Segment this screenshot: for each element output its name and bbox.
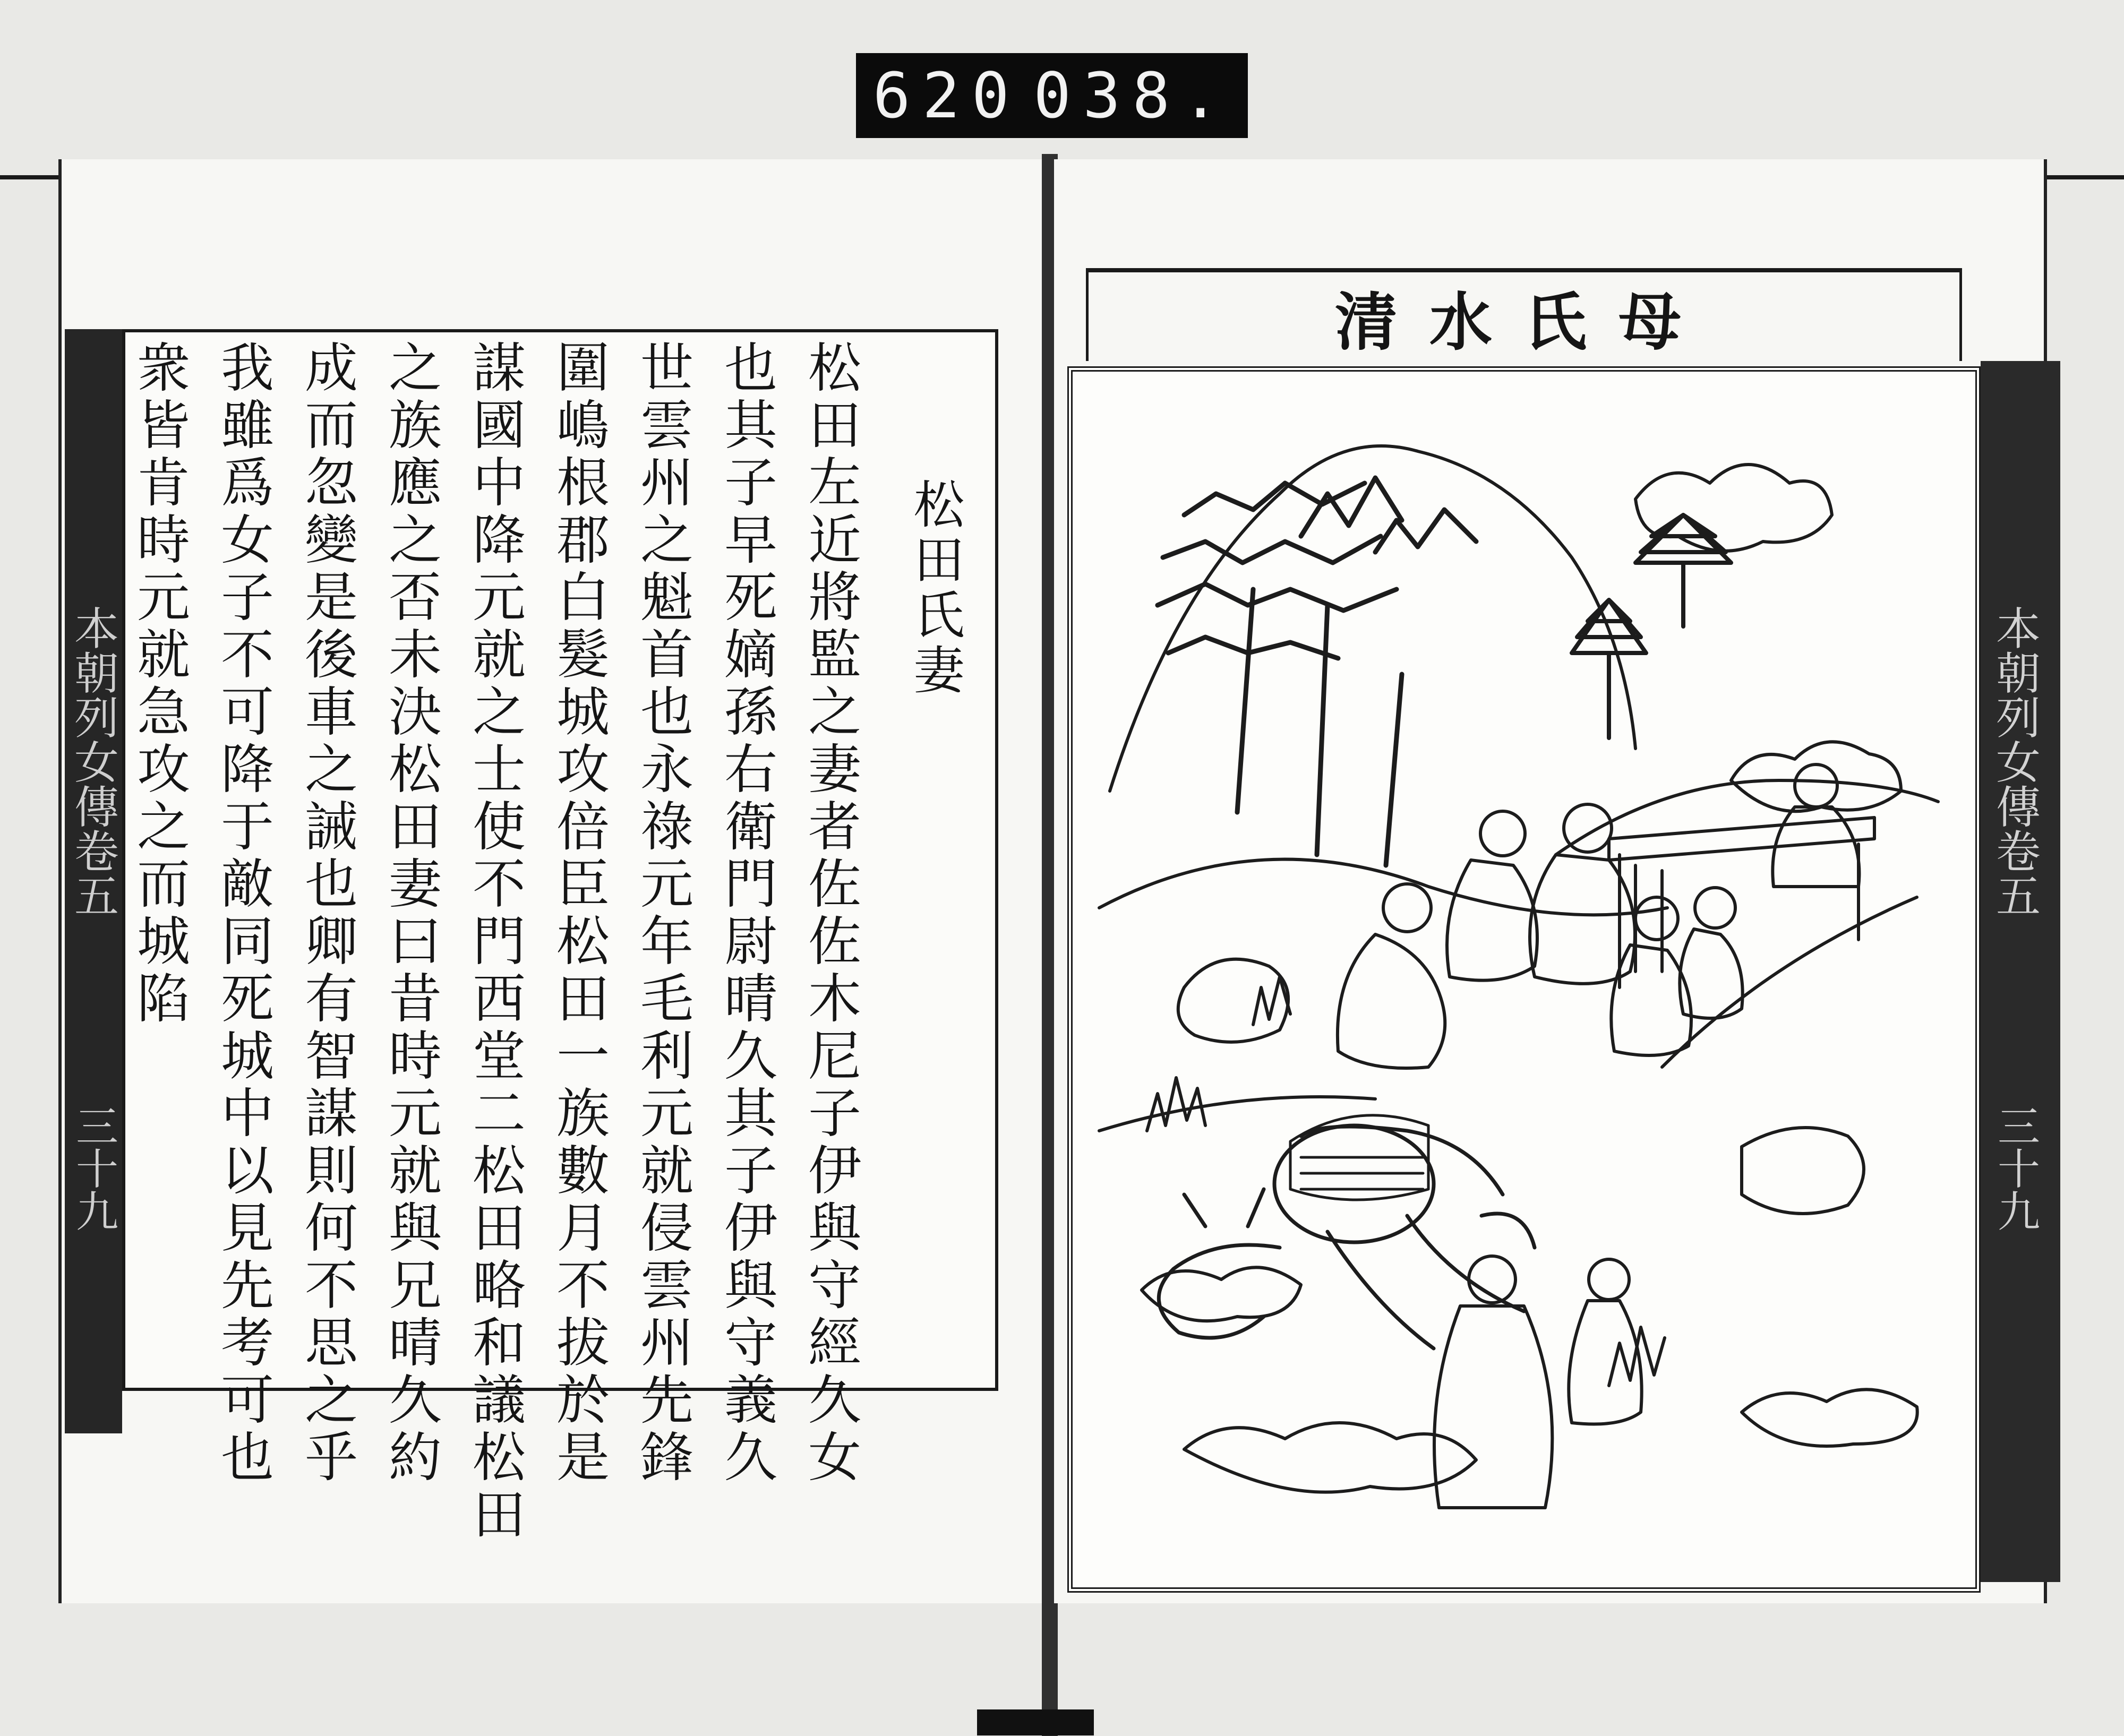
frame-number-left: 620: [872, 59, 1021, 132]
cloud: [1184, 1423, 1476, 1492]
right-spine-page-number: 三十九: [1990, 1104, 2040, 1232]
grass: [1147, 1078, 1205, 1131]
section-title: 松田氏妻: [905, 478, 965, 699]
text-column: 松田左近將監之妻者佐佐木尼子伊與守經久女: [799, 340, 861, 1486]
seated-figure: [1338, 884, 1445, 1068]
cloud: [1742, 1389, 1917, 1446]
tree-cluster: [1158, 478, 1476, 865]
text-column: 也其子早死嫡孫右衛門尉晴久其子伊與守義久: [715, 340, 777, 1486]
rock: [1178, 959, 1288, 1042]
left-spine-title: 本朝列女傳卷五: [67, 605, 119, 917]
child-figure: [1569, 1259, 1641, 1424]
text-column: 圍嶋根郡白髮城攻倍臣松田一族數月不拔於是: [547, 340, 610, 1486]
grass: [1609, 1327, 1665, 1386]
left-spine-page-number: 三十九: [68, 1104, 118, 1232]
film-frame-label: [856, 53, 1248, 138]
text-body: [128, 340, 977, 1544]
text-column: 世雲州之魁首也永祿元年毛利元就侵雲州先鋒: [631, 340, 693, 1486]
illustration-title-box: [1086, 268, 1962, 361]
text-column: 我雖爲女子不可降于敵同死城中以見先考可也: [212, 340, 274, 1486]
hut: [1609, 818, 1874, 987]
woodblock-illustration: [1078, 377, 1970, 1582]
ox: [1159, 1125, 1535, 1348]
right-spine-title: 本朝列女傳卷五: [1989, 605, 2041, 917]
cloud: [1731, 742, 1901, 811]
pine-tree: [1572, 600, 1646, 738]
text-column: 謀國中降元就之士使不門西堂二松田略和議松田: [464, 340, 526, 1544]
text-column: 成而忽變是後車之誡也卿有智謀則何不思之乎: [296, 340, 358, 1486]
illustration-title: 清水氏母: [1334, 285, 1713, 359]
mountain: [1110, 446, 1635, 791]
text-column: 之族應之否未決松田妻曰昔時元就與兄晴久約: [380, 340, 442, 1486]
rock: [1742, 1128, 1864, 1214]
frame-number-right: 038.: [1033, 59, 1231, 132]
bottom-binding-bar: [977, 1709, 1094, 1735]
woman-leading-ox: [1434, 1256, 1552, 1508]
text-column: 衆皆肯時元就急攻之而城陷: [128, 340, 190, 1028]
hillside: [1556, 780, 1938, 855]
